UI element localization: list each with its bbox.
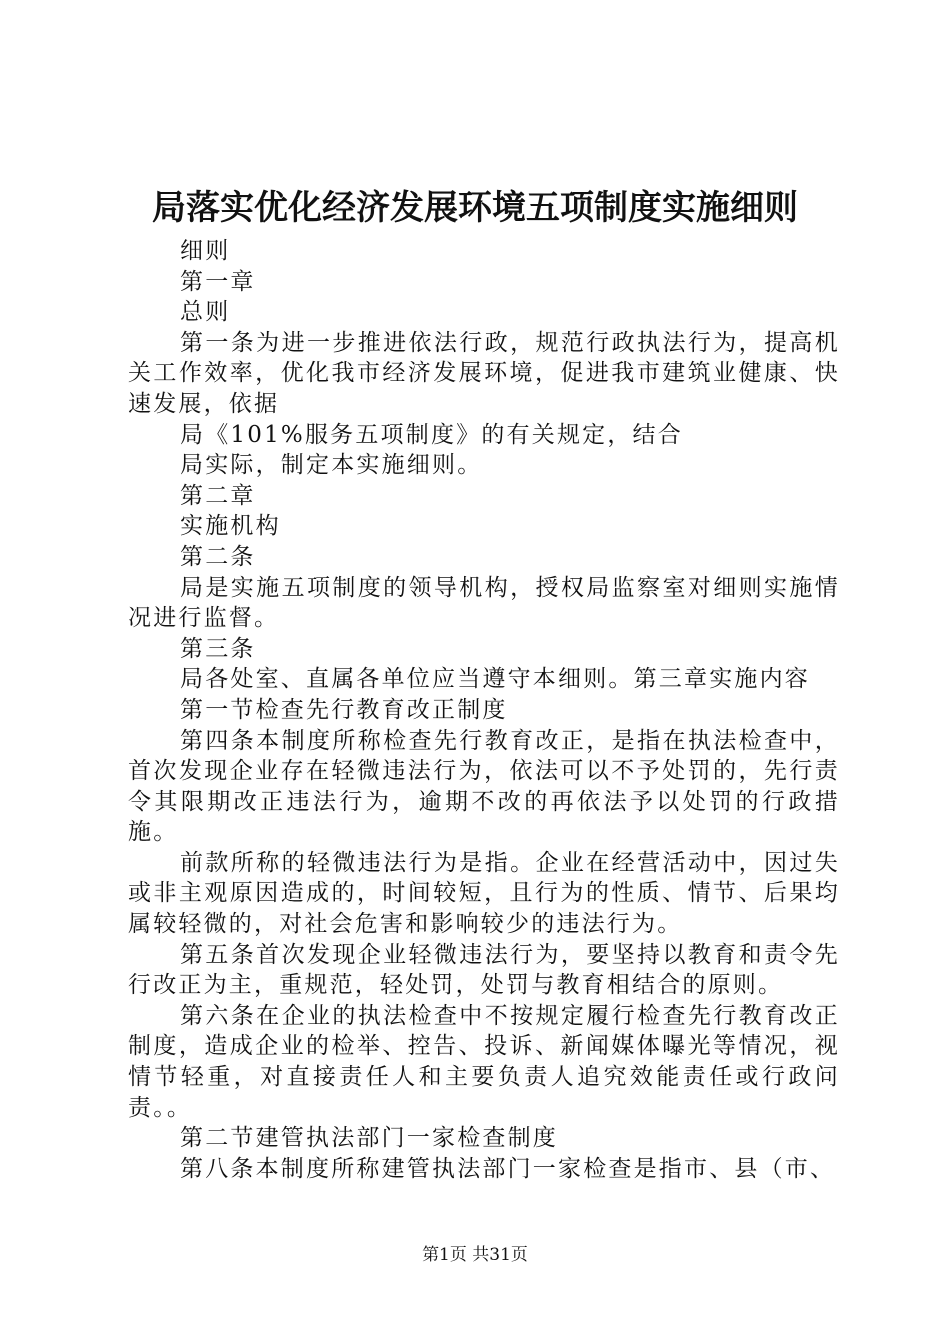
paragraph: 第五条首次发现企业轻微违法行为，要坚持以教育和责令先行改正为主，重规范，轻处罚，处罚与教育相结合的原则。 [128,941,840,999]
paragraph: 实施机构 [180,513,281,540]
paragraph: 总则 [180,299,231,326]
paragraph: 第一章 [180,268,256,295]
paragraph: 第一节检查先行教育改正制度 [180,696,508,723]
paragraph: 细则 [180,238,231,264]
document-title: 局落实优化经济发展环境五项制度实施细则 [152,188,798,228]
paragraph: 第二节建管执法部门一家检查制度 [180,1125,558,1152]
paragraph: 第四条本制度所称检查先行教育改正，是指在执法检查中，首次发现企业存在轻微违法行为，依法可以不予处罚的，先行责令其限期改正违法行为，逾期不改的再依法予以处罚的行政措施。 [128,727,840,846]
paragraph: 第二章 [180,482,256,509]
paragraph: 局实际，制定本实施细则。 [180,452,483,479]
paragraph: 第三条 [180,635,256,662]
paragraph: 第二条 [180,543,256,570]
paragraph: 局是实施五项制度的领导机构，授权局监察室对细则实施情况进行监督。 [128,574,840,632]
paragraph: 第八条本制度所称建管执法部门一家检查是指市、县（市、 [180,1155,836,1182]
paragraph: 第六条在企业的执法检查中不按规定履行检查先行教育改正制度，造成企业的检举、控告、投诉、新闻媒体曝光等情况，视情节轻重，对直接责任人和主要负责人追究效能责任或行政问责。。 [128,1002,840,1121]
paragraph: 前款所称的轻微违法行为是指。企业在经营活动中，因过失或非主观原因造成的，时间较短，且行为的性质、情节、后果均属较轻微的，对社会危害和影响较少的违法行为。 [128,849,840,938]
paragraph: 第一条为进一步推进依法行政，规范行政执法行为，提高机关工作效率，优化我市经济发展环境，促进我市建筑业健康、快速发展，依据 [128,329,840,417]
paragraph: 局《101%服务五项制度》的有关规定，结合 [180,421,683,448]
document-body [128,236,840,1184]
paragraph: 局各处室、直属各单位应当遵守本细则。第三章实施内容 [180,666,810,693]
page-number: 第1页 共31页 [422,1245,528,1265]
